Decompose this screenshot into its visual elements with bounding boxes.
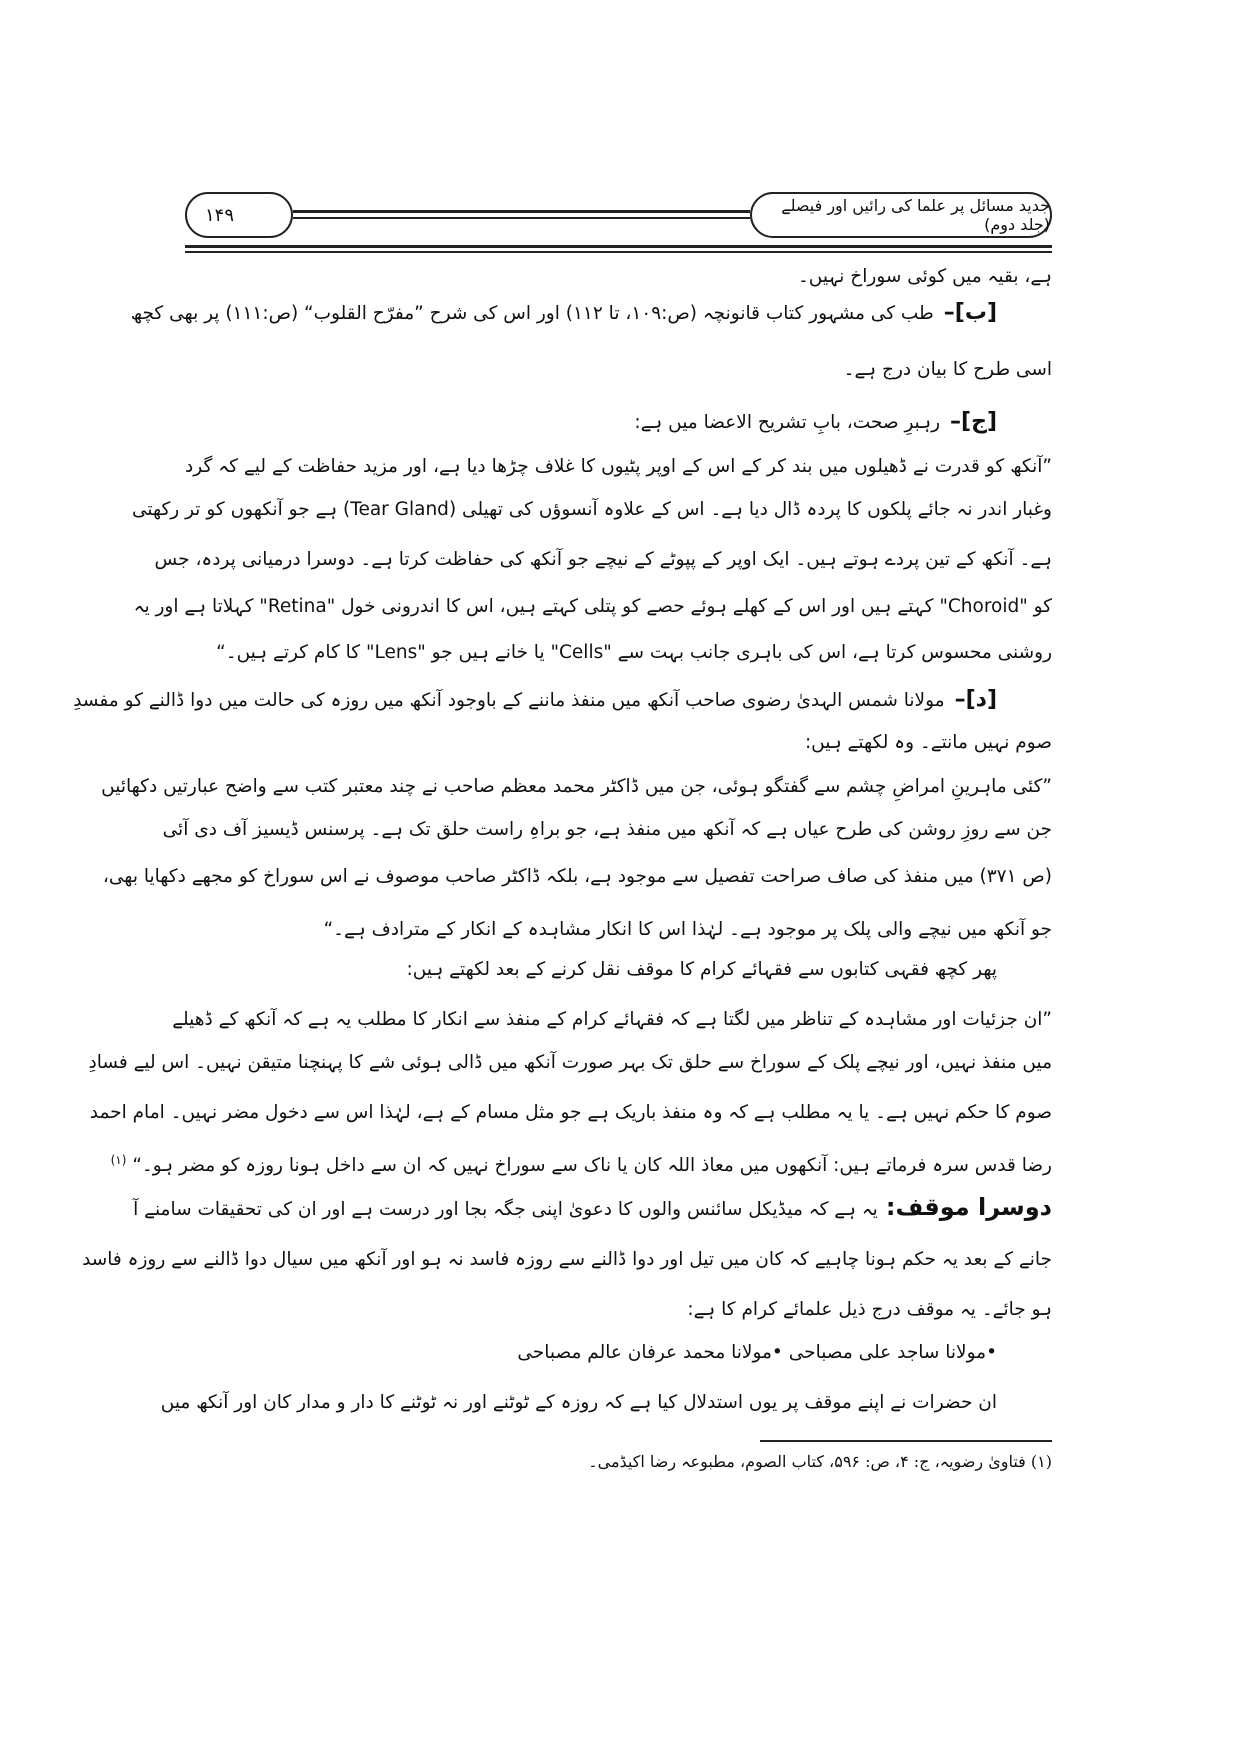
footnote: (۱) فتاویٰ رضویہ، ج: ۴، ص: ۵۹۶، کتاب الصوم، مطبوعہ رضا اکیڈمی۔ [588,1452,1052,1471]
body-line: ان حضرات نے اپنے موقف پر یوں استدلال کیا ہے کہ روزہ کے ٹوٹنے اور نہ ٹوٹنے کا دار و مدار کان اور آنکھ میں [160,1392,997,1413]
section-b [130,298,1052,329]
book-title: جدید مسائل پر علما کی رائیں اور فیصلے (جلد دوم) [781,196,1050,234]
second-position [133,1192,1052,1225]
section-marker: [ب]– [943,300,997,325]
header-rule-bottom [185,245,1052,248]
page-number-badge [185,192,293,238]
quote-line: ہے۔ آنکھ کے تین پردے ہوتے ہیں۔ ایک اوپر کے پپوٹے کے نیچے جو آنکھ کی حفاظت کرتا ہے۔ دوسرا درمیانی پردہ، جس [154,549,1052,570]
scholar-name: مولانا محمد عرفان عالم مصباحی [517,1342,772,1363]
second-position-heading: دوسرا موقف: [885,1193,1052,1221]
header-rule-top2 [293,217,750,219]
body-line: صوم نہیں مانتے۔ وہ لکھتے ہیں: [804,732,1052,753]
body-line: جانے کے بعد یہ حکم ہونا چاہیے کہ کان میں تیل اور دوا ڈالنے سے روزہ فاسد نہ ہو اور آنکھ میں سیال دوا ڈالنے سے روزہ فاسد [82,1249,1052,1270]
footnote-divider [760,1440,1052,1442]
footnote-ref: (۱) [110,1153,127,1167]
body-line: ہے، بقیہ میں کوئی سوراخ نہیں۔ [797,266,1052,287]
quote-line: جو آنکھ میں نیچے والی پلک پر موجود ہے۔ لہٰذا اس کا انکار مشاہدہ کے انکار کے مترادف ہے۔“ [323,919,1052,940]
section-marker: [ج]– [950,409,997,434]
quote-line: صوم کا حکم نہیں ہے۔ یا یہ مطلب ہے کہ وہ منفذ باریک ہے جو مثل مسام کے ہے، لہٰذا اس سے دخول مضر نہیں۔ امام احمد [89,1102,1052,1123]
body-text: طب کی مشہور کتاب قانونچہ (ص:۱۰۹، تا ۱۱۲) اور اس کی شرح ”مفرّح القلوب“ (ص:۱۱۱) پر بھی کچھ [130,303,934,324]
quote-line: (ص ۳۷۱) میں منفذ کی صاف صراحت تفصیل سے موجود ہے، بلکہ ڈاکٹر صاحب موصوف نے اس سوراخ کو مجھے دکھایا بھی، [102,866,1052,887]
body-text: رہبرِ صحت، بابِ تشریح الاعضا میں ہے: [634,412,941,433]
running-title-badge [750,192,1052,238]
quote-line: ”کئی ماہرینِ امراضِ چشم سے گفتگو ہوئی، جن میں ڈاکٹر محمد معظم صاحب نے چند معتبر کتب سے واضح عبارتیں دکھائیں [101,776,1052,797]
quote-line: میں منفذ نہیں، اور نیچے پلک کے سوراخ سے حلق تک بہر صورت آنکھ میں ڈالی ہوئی شے کا پہنچنا متیقن نہیں۔ اس لیے فسادِ [88,1052,1052,1073]
quote-line: کو "Choroid" کہتے ہیں اور اس کے کھلے ہوئے حصے کو پتلی کہتے ہیں، اس کا اندرونی خول "Retina" کہلاتا ہے اور یہ [133,596,1052,617]
quote-line: وغبار اندر نہ جائے پلکوں کا پردہ ڈال دیا ہے۔ اس کے علاوہ آنسوؤں کی تھیلی (Tear Gland) ہے جو آنکھوں کو تر رکھتی [131,499,1052,520]
bullet-icon: • [771,1342,783,1363]
quote-line: روشنی محسوس کرتا ہے، اس کی باہری جانب بہت سے "Cells" یا خانے ہیں جو "Lens" کا کام کرتے ہیں۔“ [216,642,1052,663]
body-line: اسی طرح کا بیان درج ہے۔ [843,359,1052,380]
quote-line: ”آنکھ کو قدرت نے ڈھیلوں میں بند کر کے اس کے اوپر پٹیوں کا غلاف چڑھا دیا ہے، اور مزید حفاظت کے لیے کہ گرد [185,456,1052,477]
page-number: ۱۴۹ [205,204,235,226]
quote-line: ”ان جزئیات اور مشاہدہ کے تناظر میں لگتا ہے کہ فقہائے کرام کے منفذ سے انکار کا مطلب یہ ہے کہ آنکھ کے ڈھیلے [172,1009,1052,1030]
section-j [185,407,1052,438]
quote-line [110,1145,1052,1181]
quote-line: جن سے روزِ روشن کی طرح عیاں ہے کہ آنکھ میں منفذ ہے، جو براہِ راست حلق تک ہے۔ پرسنس ڈیسیز آف دی آئی [162,819,1052,840]
body-text: رضا قدس سرہ فرماتے ہیں: آنکھوں میں معاذ اللہ کان یا ناک سے سوراخ نہیں کہ ان سے داخل ہونا روزہ کو مضر ہو۔“ [132,1155,1052,1177]
body-text: یہ ہے کہ میڈیکل سائنس والوں کا دعویٰ اپنی جگہ بجا اور درست ہے اور ان کی تحقیقات سامنے آ [133,1199,878,1220]
header-rule-top [293,210,750,213]
body-text: مولانا شمس الہدیٰ رضوی صاحب آنکھ میں منفذ ماننے کے باوجود آنکھ میں روزہ کی حالت میں دوا ڈالنے کو مفسدِ [73,690,945,711]
section-d [73,685,1052,716]
scholar-name: مولانا ساجد علی مصباحی [788,1342,987,1363]
body-line: پھر کچھ فقہی کتابوں سے فقہائے کرام کا موقف نقل کرنے کے بعد لکھتے ہیں: [406,959,997,980]
scholars-list [185,1338,1052,1368]
header-rule-bottom2 [185,251,1052,253]
body-line: ہو جائے۔ یہ موقف درج ذیل علمائے کرام کا ہے: [687,1299,1052,1320]
bullet-icon: • [986,1342,997,1363]
section-marker: [د]– [954,687,997,712]
